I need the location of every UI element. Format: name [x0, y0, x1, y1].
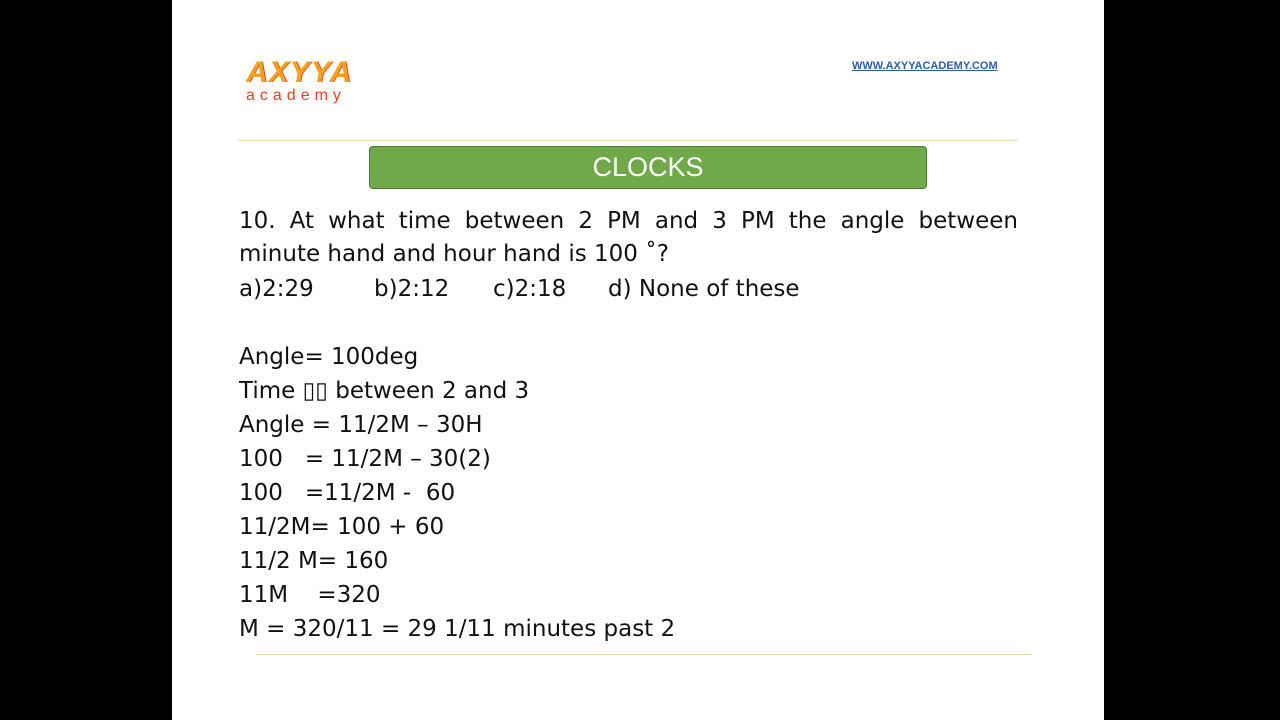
axyya-academy-logo [246, 58, 376, 108]
option-b: b)2:12 [374, 276, 450, 302]
solution-line: 11M =320 [239, 582, 381, 608]
solution-line: 11/2M= 100 + 60 [239, 514, 445, 540]
question-text: 10. At what time between 2 PM and 3 PM the angle between minute hand and hour hand is 100 ˚? [239, 208, 1018, 267]
solution-line: Time ▯▯ between 2 and 3 [239, 378, 530, 404]
logo-wordmark: AXYYA [246, 56, 353, 89]
option-a: a)2:29 [239, 276, 314, 302]
solution-line: M = 320/11 = 29 1/11 minutes past 2 [239, 616, 676, 642]
document-page [172, 0, 1104, 720]
website-link[interactable]: WWW.AXYYACADEMY.COM [852, 60, 998, 72]
topic-title: CLOCKS [369, 146, 927, 189]
solution-line: 11/2 M= 160 [239, 548, 389, 574]
header-divider [238, 140, 1018, 141]
option-d: d) None of these [608, 276, 800, 302]
solution-line: 100 = 11/2M – 30(2) [239, 446, 491, 472]
solution-line: 100 =11/2M - 60 [239, 480, 456, 506]
logo-subtext: academy [246, 87, 346, 104]
footer-divider [256, 654, 1032, 655]
option-c: c)2:18 [493, 276, 567, 302]
solution-line: Angle= 100deg [239, 344, 419, 370]
solution-line: Angle = 11/2M – 30H [239, 412, 483, 438]
